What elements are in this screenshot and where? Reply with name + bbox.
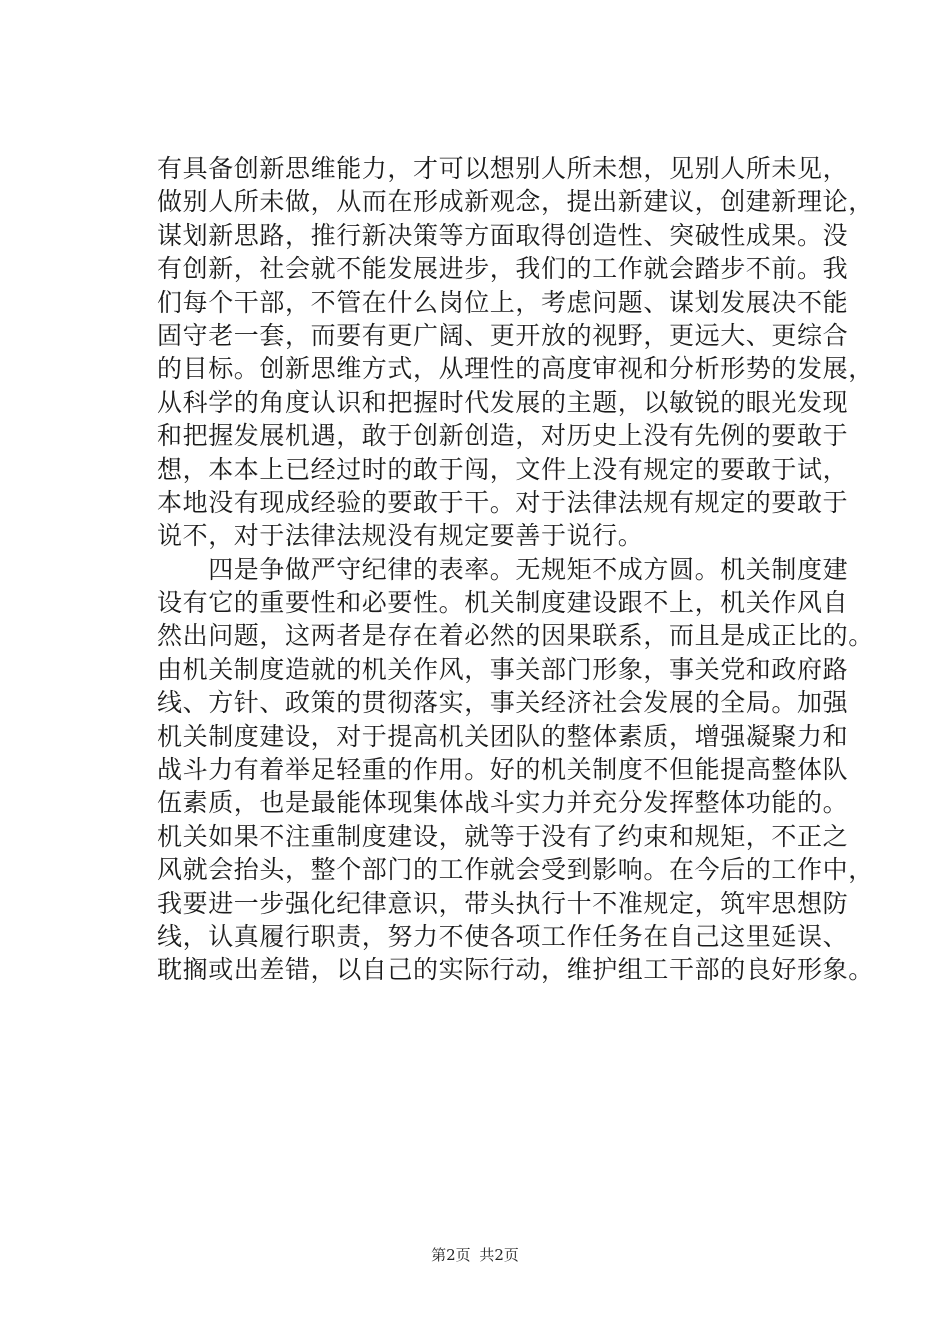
text-line: 说不，对于法律法规没有规定要善于说行。 xyxy=(157,521,644,551)
page-total: 共2页 xyxy=(479,1246,519,1264)
text-line: 从科学的角度认识和把握时代发展的主题，以敏锐的眼光发现 xyxy=(157,387,849,417)
text-line: 机关如果不注重制度建设，就等于没有了约束和规矩，不正之 xyxy=(157,821,849,851)
text-line: 谋划新思路，推行新决策等方面取得创造性、突破性成果。没 xyxy=(157,220,849,250)
page-number: 第2页 xyxy=(431,1246,471,1264)
text-line: 有创新，社会就不能发展进步，我们的工作就会踏步不前。我 xyxy=(157,254,849,284)
text-line: 的目标。创新思维方式，从理性的高度审视和分析形势的发展， xyxy=(157,354,874,384)
text-line: 耽搁或出差错，以自己的实际行动，维护组工干部的良好形象。 xyxy=(157,955,874,985)
text-line: 机关制度建设，对于提高机关团队的整体素质，增强凝聚力和 xyxy=(157,721,849,751)
text-line: 和把握发展机遇，敢于创新创造，对历史上没有先例的要敢于 xyxy=(157,421,849,451)
text-line: 四是争做严守纪律的表率。无规矩不成方圆。机关制度建 xyxy=(157,554,849,584)
text-line: 们每个干部，不管在什么岗位上，考虑问题、谋划发展决不能 xyxy=(157,287,849,317)
text-line: 本地没有现成经验的要敢于干。对于法律法规有规定的要敢于 xyxy=(157,487,849,517)
text-line: 然出问题，这两者是存在着必然的因果联系，而且是成正比的。 xyxy=(157,621,874,651)
body-text xyxy=(157,152,874,987)
text-line: 伍素质，也是最能体现集体战斗实力并充分发挥整体功能的。 xyxy=(157,788,849,818)
text-line: 战斗力有着举足轻重的作用。好的机关制度不但能提高整体队 xyxy=(157,755,849,785)
text-line: 设有它的重要性和必要性。机关制度建设跟不上，机关作风自 xyxy=(157,588,849,618)
text-line: 我要进一步强化纪律意识，带头执行十不准规定，筑牢思想防 xyxy=(157,888,849,918)
text-line: 线、方针、政策的贯彻落实，事关经济社会发展的全局。加强 xyxy=(157,688,849,718)
text-line: 固守老一套，而要有更广阔、更开放的视野，更远大、更综合 xyxy=(157,320,849,350)
text-line: 线，认真履行职责，努力不使各项工作任务在自己这里延误、 xyxy=(157,921,849,951)
text-line: 风就会抬头，整个部门的工作就会受到影响。在今后的工作中， xyxy=(157,855,874,885)
text-line: 做别人所未做，从而在形成新观念，提出新建议，创建新理论， xyxy=(157,187,874,217)
text-line: 有具备创新思维能力，才可以想别人所未想，见别人所未见， xyxy=(157,154,849,183)
text-line: 想，本本上已经过时的敢于闯，文件上没有规定的要敢于试， xyxy=(157,454,849,484)
text-line: 由机关制度造就的机关作风，事关部门形象，事关党和政府路 xyxy=(157,654,849,684)
page-footer xyxy=(0,1244,950,1266)
